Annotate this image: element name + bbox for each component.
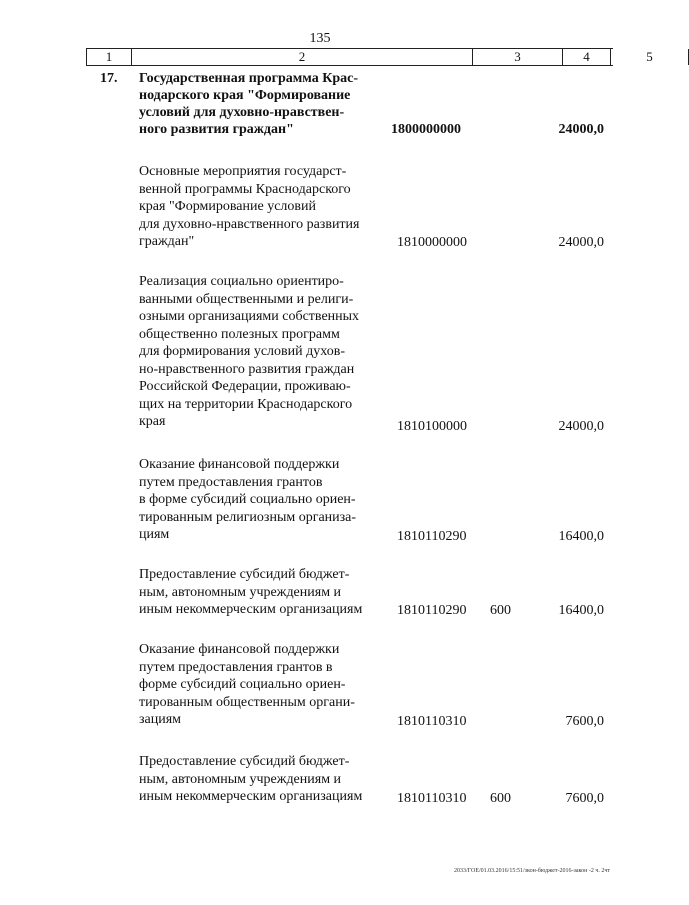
row-code: 1810100000 [397,419,467,434]
row-description: Предоставление субсидий бюджет- ным, автономным учреждениям и иным некоммерческим организациям [139,754,363,804]
row-expense-type: 600 [490,791,511,806]
row-code: 1810000000 [397,235,467,250]
row-description: Государственная программа Крас- нодарского края "Формирование условий для духовно-нравствен- ного развития граждан" [139,71,359,137]
row-description: Оказание финансовой поддержки путем предоставления грантов в форме субсидий социально ориен- тированным общественным органи- зациям [139,642,355,727]
row-amount: 24000,0 [558,122,604,137]
row-code: 1810110310 [397,714,467,729]
header-cell-5: 5 [610,49,689,65]
row-amount: 24000,0 [558,235,604,250]
header-cell-3: 3 [472,49,562,65]
row-description: Предоставление субсидий бюджет- ным, автономным учреждениям и иным некоммерческим организациям [139,567,363,617]
row-number: 17. [100,71,118,86]
row-amount: 24000,0 [558,419,604,434]
row-code: 1810110310 [397,791,467,806]
header-cell-4: 4 [562,49,610,65]
row-amount: 7600,0 [565,791,604,806]
document-footer: 2033/ГОЕ/01.03.2016/15:51/зкон-бюджет-2016-закон -2 ч. 2чт [454,868,610,874]
row-description: Реализация социально ориентиро- ванными общественными и религи- озными организациями собственных общественно полезных программ для формирования условий духов- но-нравственного развития граждан Российской Федерации, проживаю- щих на территории Краснодарского края [139,274,360,429]
header-cell-1: 1 [86,49,131,65]
row-amount: 16400,0 [558,603,604,618]
row-code: 1810110290 [397,529,467,544]
header-cell-2: 2 [131,49,472,65]
row-description: Основные мероприятия государст- венной программы Краснодарского края "Формирование условий для духовно-нравственного развития граждан" [139,164,360,249]
row-amount: 16400,0 [558,529,604,544]
page-number: 135 [309,31,331,46]
row-code: 1800000000 [391,122,461,137]
row-description: Оказание финансовой поддержки путем предоставления грантов в форме субсидий социально ориен- тированным религиозным организа- циям [139,457,357,542]
row-code: 1810110290 [397,603,467,618]
row-expense-type: 600 [490,603,511,618]
table-header-row [86,48,653,66]
row-amount: 7600,0 [565,714,604,729]
